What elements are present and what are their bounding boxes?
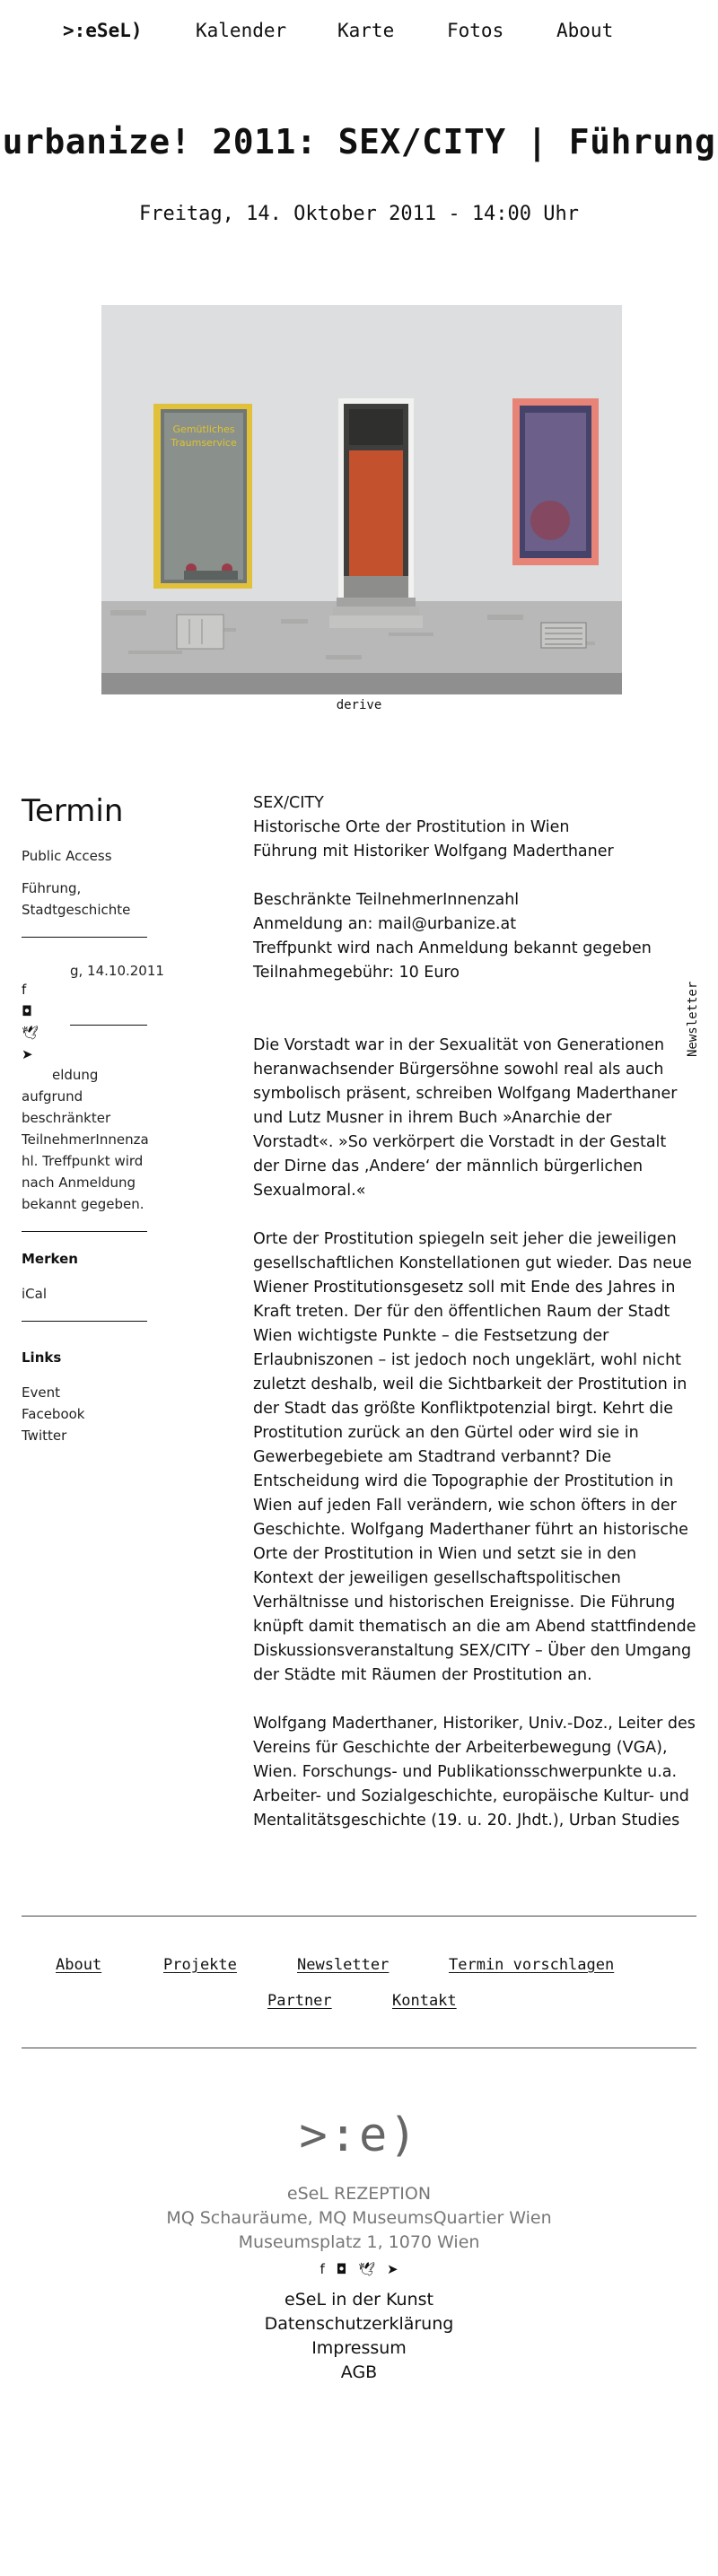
event-date-short: g, 14.10.2011	[70, 963, 164, 979]
footer-link-projekte[interactable]: Projekte	[163, 1956, 237, 1974]
nav-link-about[interactable]: About	[556, 20, 614, 41]
footer-link-termin-vorschlagen[interactable]: Termin vorschlagen	[449, 1956, 615, 1974]
info-line-2: Anmeldung an: mail@urbanize.at	[253, 915, 517, 933]
paragraph-2: Orte der Prostitution spiegeln seit jeher die jeweiligen gesellschaftlichen Konstellationen gut wieder. Das neue Wiener Prostitutionsgesetz soll mit Ende des Jahres in Kraft treten. Der für den öffentlichen Raum der Stadt Wien wichtigste Punkte – die Festsetzung der Erlaubniszonen – ist jedoch noch ungeklärt, wohl nicht zuletzt deshalb, weil die Sichtbarkeit der Prostitution in der Stadt das größte Konfliktpotenzial birgt. Kehrt die Prostitution zurück an den Gürtel oder wird sie in Gewerbegebiete am Stadtrand verbannt? Die Entscheidung wird die Topographie der Prostitution in Wien auf jeden Fall verändern, wie schon öfters in der Geschichte. Wolfgang Maderthaner führt an historische Orte der Prostitution in Wien und setzt sie in den Kontext der jeweiligen gesellschaftspolitischen Verhältnisse und historischen Ereignisse. Die Führung knüpft damit thematisch an die am Abend stattfindende Diskussionsveranstaltung SEX/CITY – Über den Umgang der Städte mit Räumen der Prostitution an.	[253, 1230, 696, 1684]
twitter-icon[interactable]: 🕊	[358, 2261, 376, 2277]
sidebar-divider	[70, 1025, 147, 1026]
sidebar-divider	[22, 937, 147, 938]
note-line-1: eldung	[52, 1067, 99, 1083]
note-line-4: TeilnehmerInnenza	[22, 1131, 149, 1148]
telegram-icon[interactable]: ➤	[386, 2261, 398, 2277]
links-heading: Links	[22, 1349, 62, 1366]
footer-logo[interactable]: >:e)	[299, 2109, 419, 2162]
newsletter-side-tab[interactable]: Newsletter	[686, 981, 700, 1057]
footer-link-partner[interactable]: Partner	[267, 1992, 332, 2010]
nav-link-kalender[interactable]: Kalender	[196, 20, 287, 41]
nav-link-karte[interactable]: Karte	[337, 20, 395, 41]
footer-link-newsletter[interactable]: Newsletter	[297, 1956, 390, 1974]
footer-link-about[interactable]: About	[56, 1956, 102, 1974]
telegram-icon[interactable]: ➤	[22, 1046, 33, 1062]
event-title: urbanize! 2011: SEX/CITY | Führung	[2, 122, 716, 162]
sidebar-social-icons	[22, 982, 39, 1068]
event-description	[253, 791, 696, 1833]
link-twitter[interactable]: Twitter	[22, 1428, 67, 1444]
intro-line-3: Führung mit Historiker Wolfgang Maderthaner	[253, 843, 614, 860]
note-line-6: nach Anmeldung	[22, 1174, 136, 1191]
intro-line-2: Historische Orte der Prostitution in Wien	[253, 818, 570, 836]
facebook-icon[interactable]: f	[22, 982, 27, 998]
footer-link-esel-in-der-kunst[interactable]: eSeL in der Kunst	[285, 2290, 433, 2310]
instagram-icon[interactable]: ◘	[22, 1003, 32, 1019]
access-label: Public Access	[22, 848, 112, 864]
event-image	[101, 305, 622, 694]
footer-divider-top	[22, 1916, 696, 1917]
paragraph-1: Die Vorstadt war in der Sexualität von Generationen heranwachsender Bürgersöhne sowohl real als auch symbolisch präsent, schreiben Wolfgang Maderthaner und Lutz Musner in ihrem Buch »Anarchie der Vorstadt«. »So verkörpert die Vorstadt in der Gestalt der Dirne das ‚Andere‘ der männlich bürgerlichen Sexualmoral.«	[253, 1036, 678, 1200]
nav-link-fotos[interactable]: Fotos	[447, 20, 504, 41]
footer-link-agb[interactable]: AGB	[340, 2362, 378, 2382]
footer-link-datenschutz[interactable]: Datenschutzerklärung	[264, 2314, 454, 2334]
footer-social-icons	[0, 2261, 718, 2277]
info-line-3: Treffpunkt wird nach Anmeldung bekannt gegeben	[253, 939, 652, 957]
image-caption: derive	[336, 698, 382, 712]
ical-link[interactable]: iCal	[22, 1286, 48, 1302]
note-line-5: hl. Treffpunkt wird	[22, 1153, 144, 1169]
sidebar-divider	[22, 1231, 147, 1232]
brand-logo-link[interactable]: >:eSeL)	[63, 20, 143, 41]
shop-sign-line2: Traumservice	[171, 437, 237, 449]
note-line-2: aufgrund	[22, 1088, 83, 1105]
note-line-7: bekannt gegeben.	[22, 1196, 144, 1212]
paragraph-3: Wolfgang Maderthaner, Historiker, Univ.-Doz., Leiter des Vereins für Geschichte der Arbeiterbewegung (VGA), Wien. Forschungs- und Publikationsschwerpunkte u.a. Arbeiter- und Sozialgeschichte, europäische Kultur- und Mentalitätsgeschichte (19. u. 20. Jhdt.), Urban Studies	[253, 1715, 696, 1829]
footer-address-2: Museumsplatz 1, 1070 Wien	[238, 2232, 480, 2252]
note-line-3: beschränkter	[22, 1110, 111, 1126]
link-facebook[interactable]: Facebook	[22, 1406, 85, 1422]
merken-heading: Merken	[22, 1251, 78, 1267]
link-event[interactable]: Event	[22, 1384, 60, 1401]
facebook-icon[interactable]: f	[320, 2261, 325, 2277]
intro-line-1: SEX/CITY	[253, 794, 324, 812]
sidebar-divider	[22, 1321, 147, 1322]
sidebar-heading: Termin	[22, 793, 124, 829]
footer-link-impressum[interactable]: Impressum	[311, 2338, 407, 2358]
footer-org-name: eSeL REZEPTION	[286, 2184, 432, 2204]
event-date: Freitag, 14. Oktober 2011 - 14:00 Uhr	[138, 203, 580, 225]
info-line-1: Beschränkte TeilnehmerInnenzahl	[253, 891, 520, 909]
top-navigation	[0, 20, 718, 47]
instagram-icon[interactable]: ◘	[336, 2261, 347, 2277]
info-line-4: Teilnahmegebühr: 10 Euro	[253, 964, 460, 982]
twitter-icon[interactable]: 🕊	[22, 1025, 39, 1041]
footer-address-1: MQ Schauräume, MQ MuseumsQuartier Wien	[166, 2208, 552, 2228]
category-line-2: Stadtgeschichte	[22, 902, 131, 918]
footer-link-kontakt[interactable]: Kontakt	[392, 1992, 457, 2010]
category-line-1: Führung,	[22, 880, 82, 896]
shop-sign-line1: Gemütliches	[172, 424, 235, 435]
